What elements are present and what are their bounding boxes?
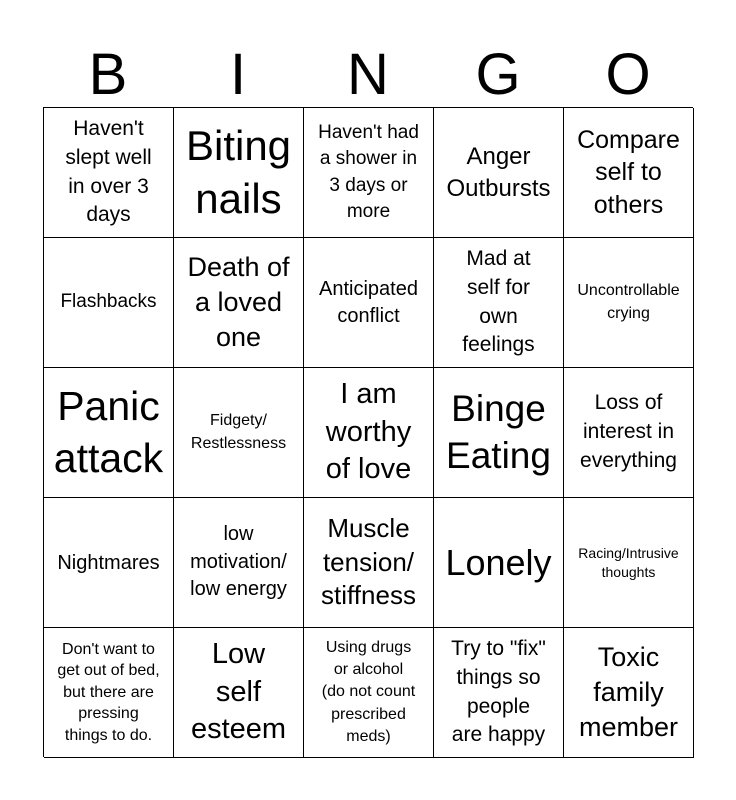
bingo-cell[interactable] [564, 368, 694, 498]
bingo-cell[interactable] [174, 628, 304, 758]
bingo-cell-text: Panic attack [53, 383, 164, 481]
bingo-grid [43, 107, 693, 757]
bingo-cell[interactable] [44, 498, 174, 628]
bingo-cell-text: Racing/Intrusive thoughts [578, 545, 679, 580]
bingo-cell[interactable] [434, 238, 564, 368]
bingo-cell-text: Muscle tension/ stiffness [321, 512, 416, 611]
bingo-cell-text: Anticipated conflict [319, 277, 418, 327]
bingo-cell-text: Biting nails [185, 122, 292, 222]
bingo-cell[interactable] [44, 368, 174, 498]
bingo-cell[interactable] [304, 628, 434, 758]
bingo-cell[interactable] [174, 368, 304, 498]
bingo-cell-text: Compare self to others [577, 125, 680, 219]
bingo-cell[interactable] [434, 108, 564, 238]
bingo-cell[interactable] [174, 238, 304, 368]
bingo-cell-text: Uncontrollable crying [577, 282, 680, 322]
bingo-cell[interactable] [564, 108, 694, 238]
bingo-cell[interactable] [304, 368, 434, 498]
bingo-cell[interactable] [434, 368, 564, 498]
bingo-cell-text: Haven't slept well in over 3 days [65, 116, 152, 227]
bingo-cell-text: Binge Eating [446, 388, 551, 476]
bingo-cell-text: Death of a loved one [187, 251, 290, 353]
bingo-cell-text: Lonely [445, 542, 552, 583]
bingo-header [43, 42, 693, 108]
bingo-cell-text: I am worthy of love [325, 377, 412, 486]
bingo-cell[interactable] [434, 498, 564, 628]
header-letter-n: N [347, 42, 389, 107]
bingo-cell[interactable] [304, 108, 434, 238]
header-letter-i: I [229, 42, 247, 107]
bingo-cell-text: Using drugs or alcohol (do not count prescribed meds) [321, 639, 416, 745]
bingo-cell[interactable] [174, 498, 304, 628]
bingo-cell-text: Low self esteem [190, 637, 287, 746]
bingo-cell[interactable] [564, 238, 694, 368]
bingo-cell[interactable] [44, 108, 174, 238]
bingo-cell-text: Don't want to get out of bed, but there are pressing things to do. [57, 640, 160, 744]
bingo-cell[interactable] [44, 628, 174, 758]
bingo-cell-text: Anger Outbursts [446, 143, 551, 202]
bingo-cell-text: Toxic family member [578, 641, 679, 743]
bingo-cell[interactable] [564, 498, 694, 628]
bingo-cell[interactable] [304, 498, 434, 628]
bingo-cell-text: Mad at self for own feelings [462, 246, 535, 357]
bingo-cell[interactable] [304, 238, 434, 368]
header-letter-b: B [88, 42, 128, 107]
bingo-cell-text: Flashbacks [60, 291, 157, 313]
bingo-cell-text: Nightmares [57, 551, 160, 574]
header-letter-o: O [605, 42, 651, 107]
bingo-cell-text: Loss of interest in everything [580, 391, 677, 472]
bingo-cell-text: Haven't had a shower in 3 days or more [318, 122, 419, 222]
bingo-cell[interactable] [564, 628, 694, 758]
bingo-cell[interactable] [174, 108, 304, 238]
bingo-cell[interactable] [434, 628, 564, 758]
bingo-cell-text: Fidgety/ Restlessness [190, 412, 287, 452]
bingo-cell[interactable] [44, 238, 174, 368]
header-letter-g: G [475, 42, 521, 107]
bingo-cell-text: Try to "fix" things so people are happy [451, 636, 546, 747]
bingo-cell-text: low motivation/ low energy [190, 523, 287, 601]
